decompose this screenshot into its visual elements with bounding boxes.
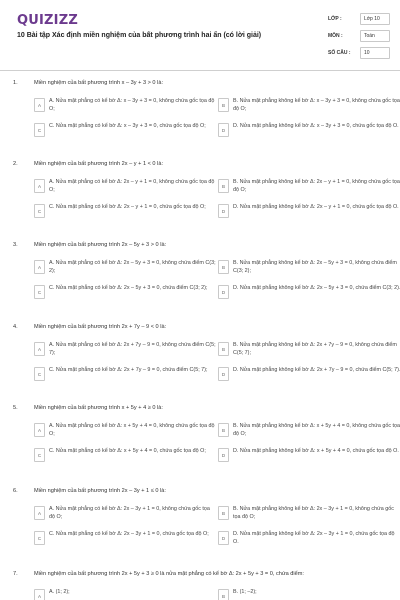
meta-label: LỚP :	[328, 16, 342, 22]
option-letter-box: D	[218, 448, 229, 462]
option-letter-box: D	[218, 367, 229, 381]
question-text: Miền nghiệm của bất phương trình x – 3y + 3 > 0 là:	[34, 80, 163, 86]
answer-option-a[interactable]	[34, 588, 222, 600]
option-text: C. Nửa mặt phẳng có kể bờ Δ: 2x – y + 1 = 0, chứa gốc tọa độ O;	[49, 204, 206, 210]
option-text: D. Nửa mặt phẳng không kể bờ Δ: 2x – 3y + 1 = 0, chứa gốc tọa độ O.	[233, 531, 395, 545]
answer-option-c[interactable]	[34, 447, 222, 468]
option-letter-box: B	[218, 506, 229, 520]
answer-option-b[interactable]	[218, 341, 400, 362]
option-text: A. Nửa mặt phẳng có kể bờ Δ: 2x – 5y + 3 = 0, không chứa điểm C(3; 2);	[49, 260, 216, 274]
answer-option-a[interactable]	[34, 341, 222, 362]
meta-panel	[326, 12, 388, 63]
option-text: D. Nửa mặt phẳng không kể bờ Δ: x – 3y + 3 = 0, chứa gốc tọa độ O.	[233, 123, 399, 129]
meta-value-subject: Toán	[360, 30, 390, 42]
option-letter-box: C	[34, 123, 45, 137]
answer-option-d[interactable]	[218, 366, 400, 387]
option-letter-box: A	[34, 506, 45, 520]
option-letter-box: B	[218, 589, 229, 600]
answer-option-a[interactable]	[34, 97, 222, 118]
option-text: B. (1; –2);	[233, 589, 257, 595]
meta-row-question-count	[326, 46, 388, 63]
option-letter-box: C	[34, 448, 45, 462]
option-letter-box: A	[34, 589, 45, 600]
answer-option-b[interactable]	[218, 97, 400, 118]
option-text: D. Nửa mặt phẳng không kể bờ Δ: x + 5y + 4 = 0, chứa gốc tọa độ O.	[233, 448, 399, 454]
meta-row-class	[326, 12, 388, 29]
option-letter-box: A	[34, 342, 45, 356]
answer-option-a[interactable]	[34, 505, 222, 526]
answer-option-c[interactable]	[34, 122, 222, 143]
meta-label: SỐ CÂU :	[328, 50, 351, 56]
answer-option-d[interactable]	[218, 447, 400, 468]
answer-option-b[interactable]	[218, 259, 400, 280]
meta-value-question-count: 10	[360, 47, 390, 59]
question-number: 4.	[13, 324, 18, 330]
option-text: A. Nửa mặt phẳng có kể bờ Δ: 2x – 3y + 1 = 0, không chứa gốc tọa độ O;	[49, 506, 210, 520]
option-text: A. Nửa mặt phẳng có kể bờ Δ: x – 3y + 3 = 0, không chứa gốc tọa độ O;	[49, 98, 215, 112]
option-text: C. Nửa mặt phẳng có kể bờ Δ: x + 5y + 4 = 0, chứa gốc tọa độ O;	[49, 448, 206, 454]
answer-option-d[interactable]	[218, 203, 400, 224]
option-text: C. Nửa mặt phẳng có kể bờ Δ: 2x – 5y + 3 = 0, chứa điểm C(3; 2);	[49, 285, 208, 291]
page-header	[0, 0, 400, 70]
question-number: 1.	[13, 80, 18, 86]
question-text: Miền nghiệm của bất phương trình x + 5y + 4 ≥ 0 là:	[34, 405, 163, 411]
option-letter-box: C	[34, 204, 45, 218]
option-letter-box: D	[218, 123, 229, 137]
question-number: 6.	[13, 488, 18, 494]
option-text: A. Nửa mặt phẳng có kể bờ Δ: x + 5y + 4 = 0, không chứa gốc tọa độ O;	[49, 423, 215, 437]
option-text: C. Nửa mặt phẳng có kể bờ Δ: 2x + 7y – 9 = 0, chứa điểm C(5; 7);	[49, 367, 208, 373]
option-text: A. (1; 2);	[49, 589, 70, 595]
meta-value-class: Lớp 10	[360, 13, 390, 25]
header-divider	[0, 70, 400, 71]
answer-option-b[interactable]	[218, 588, 400, 600]
option-text: B. Nửa mặt phẳng không kể bờ Δ: x – 3y + 3 = 0, không chứa gốc tọa độ O;	[233, 98, 400, 112]
option-text: B. Nửa mặt phẳng không kể bờ Δ: x + 5y + 4 = 0, không chứa gốc tọa độ O;	[233, 423, 400, 437]
option-letter-box: A	[34, 98, 45, 112]
option-letter-box: D	[218, 204, 229, 218]
option-letter-box: B	[218, 423, 229, 437]
option-text: D. Nửa mặt phẳng không kể bờ Δ: 2x – 5y + 3 = 0, chứa điểm C(3; 2).	[233, 285, 400, 291]
option-text: B. Nửa mặt phẳng không kể bờ Δ: 2x + 7y – 9 = 0, không chứa điểm C(5; 7);	[233, 342, 397, 356]
question-number: 2.	[13, 161, 18, 167]
option-text: C. Nửa mặt phẳng có kể bờ Δ: 2x – 3y + 1 = 0, chứa gốc tọa độ O;	[49, 531, 209, 537]
option-letter-box: C	[34, 367, 45, 381]
meta-label: MÔN :	[328, 33, 343, 39]
question-text: Miền nghiệm của bất phương trình 2x + 5y + 3 ≥ 0 là nửa mặt phẳng có kể bờ Δ: 2x + 5y + 3 = 0, chứa điểm:	[34, 571, 304, 577]
question-text: Miền nghiệm của bất phương trình 2x + 7y – 9 < 0 là:	[34, 324, 167, 330]
option-text: C. Nửa mặt phẳng có kể bờ Δ: x – 3y + 3 = 0, chứa gốc tọa độ O;	[49, 123, 206, 129]
option-text: B. Nửa mặt phẳng không kể bờ Δ: 2x – y + 1 = 0, không chứa gốc tọa độ O;	[233, 179, 400, 193]
option-letter-box: A	[34, 179, 45, 193]
option-letter-box: A	[34, 260, 45, 274]
answer-option-b[interactable]	[218, 422, 400, 443]
option-letter-box: B	[218, 342, 229, 356]
question-text: Miền nghiệm của bất phương trình 2x – y + 1 < 0 là:	[34, 161, 163, 167]
option-letter-box: B	[218, 179, 229, 193]
question-text: Miền nghiệm của bất phương trình 2x – 3y + 1 ≤ 0 là:	[34, 488, 166, 494]
answer-option-d[interactable]	[218, 530, 400, 551]
question-number: 5.	[13, 405, 18, 411]
option-letter-box: B	[218, 260, 229, 274]
answer-option-d[interactable]	[218, 284, 400, 305]
option-letter-box: C	[34, 285, 45, 299]
answer-option-a[interactable]	[34, 422, 222, 443]
answer-option-b[interactable]	[218, 178, 400, 199]
option-letter-box: B	[218, 98, 229, 112]
option-text: B. Nửa mặt phẳng không kể bờ Δ: 2x – 3y + 1 = 0, không chứa gốc tọa độ O;	[233, 506, 394, 520]
answer-option-c[interactable]	[34, 530, 222, 551]
question-number: 3.	[13, 242, 18, 248]
option-text: A. Nửa mặt phẳng có kể bờ Δ: 2x + 7y – 9 = 0, không chứa điểm C(5; 7);	[49, 342, 216, 356]
option-letter-box: C	[34, 531, 45, 545]
option-text: D. Nửa mặt phẳng không kể bờ Δ: 2x + 7y – 9 = 0, chứa điểm C(5; 7).	[233, 367, 400, 373]
meta-row-subject	[326, 29, 388, 46]
answer-option-a[interactable]	[34, 178, 222, 199]
answer-option-c[interactable]	[34, 203, 222, 224]
question-text: Miền nghiệm của bất phương trình 2x – 5y + 3 > 0 là:	[34, 242, 167, 248]
answer-option-c[interactable]	[34, 366, 222, 387]
option-text: A. Nửa mặt phẳng có kể bờ Δ: 2x – y + 1 = 0, không chứa gốc tọa độ O;	[49, 179, 215, 193]
document-title: 10 Bài tập Xác định miền nghiệm của bất phương trình hai ẩn (có lời giải)	[17, 32, 262, 39]
option-letter-box: D	[218, 285, 229, 299]
question-number: 7.	[13, 571, 18, 577]
answer-option-b[interactable]	[218, 505, 400, 526]
answer-option-d[interactable]	[218, 122, 400, 143]
option-text: D. Nửa mặt phẳng không kể bờ Δ: 2x – y + 1 = 0, chứa gốc tọa độ O.	[233, 204, 399, 210]
answer-option-c[interactable]	[34, 284, 222, 305]
option-letter-box: D	[218, 531, 229, 545]
option-text: B. Nửa mặt phẳng không kể bờ Δ: 2x – 5y + 3 = 0, không chứa điểm C(3; 2);	[233, 260, 397, 274]
option-letter-box: A	[34, 423, 45, 437]
answer-option-a[interactable]	[34, 259, 222, 280]
quizizz-logo: QUIZIZZ	[17, 13, 78, 28]
